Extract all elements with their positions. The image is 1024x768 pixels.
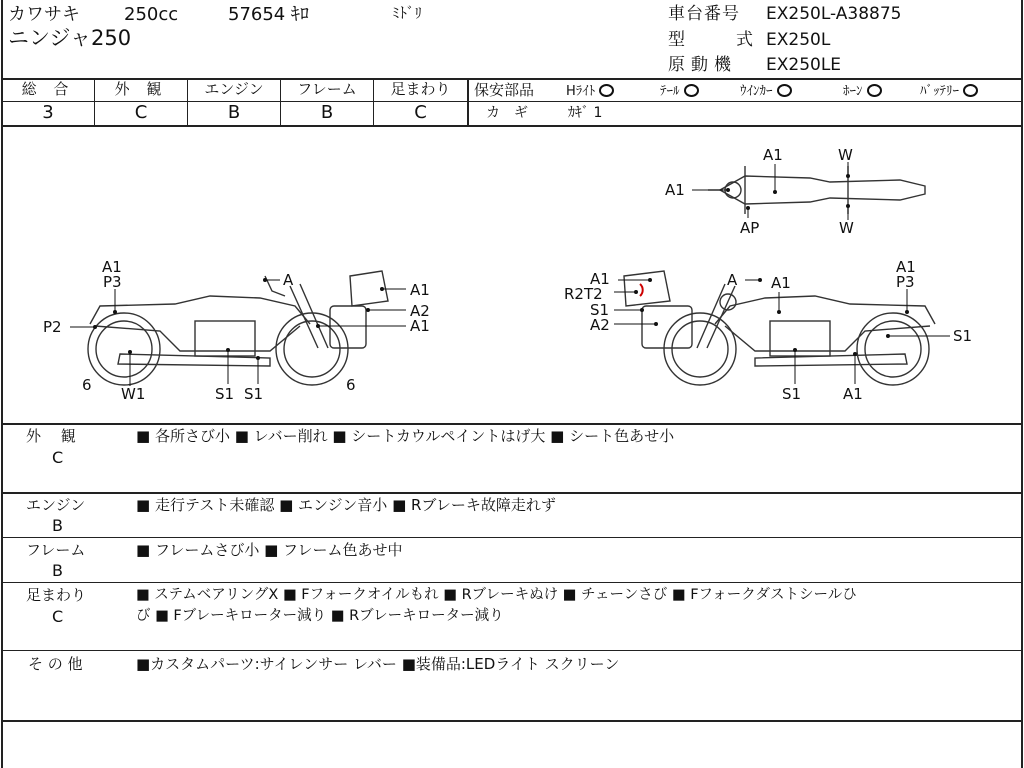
mark-top-a1-left: A1 bbox=[665, 181, 685, 199]
headlight-ok-icon bbox=[599, 84, 614, 97]
horn-ok-icon bbox=[867, 84, 882, 97]
safety-winker bbox=[740, 84, 792, 98]
winker-ok-icon bbox=[777, 84, 792, 97]
section-suspension-grade: C bbox=[52, 607, 64, 626]
engine-label: 原動機 bbox=[668, 55, 737, 75]
section-frame-grade: B bbox=[52, 561, 63, 580]
safety-taillight bbox=[660, 84, 699, 98]
overall-grade: 3 bbox=[42, 102, 54, 123]
safety-horn bbox=[843, 84, 882, 98]
leaders-left bbox=[70, 278, 406, 386]
section-engine-text: ■ 走行テスト未確認 ■ エンジン音小 ■ Rブレーキ故障走れず bbox=[136, 496, 556, 514]
suspension-grade-label: 足まわり bbox=[390, 80, 451, 98]
engine-grade-label: エンジン bbox=[204, 80, 264, 98]
safety-label: 保安部品 bbox=[474, 81, 535, 99]
mark-right-s1-rear: S1 bbox=[953, 327, 973, 345]
divider-sec-1 bbox=[1, 492, 1023, 494]
section-other-label: そ の 他 bbox=[28, 655, 83, 673]
key-value: ｶｷﾞ 1 bbox=[568, 105, 603, 121]
mark-left-a1: A1 bbox=[102, 258, 122, 276]
headlight-label: Hﾗｲﾄ bbox=[566, 84, 596, 99]
battery-ok-icon bbox=[963, 84, 978, 97]
section-other-text: ■カスタムパーツ:サイレンサー レバー ■装備品:LEDライト スクリーン bbox=[136, 655, 620, 673]
maker: カワサキ bbox=[8, 4, 80, 25]
section-suspension-label: 足まわり bbox=[26, 586, 87, 604]
divider-sec-2 bbox=[1, 537, 1023, 538]
taillight-label: ﾃｰﾙ bbox=[660, 84, 680, 99]
model-code: EX250L bbox=[766, 30, 831, 50]
section-exterior-grade: C bbox=[52, 448, 64, 467]
mark-top-a1: A1 bbox=[763, 146, 783, 164]
mark-left-p2: P2 bbox=[43, 318, 62, 336]
mark-right-a-mirror: A bbox=[727, 271, 738, 289]
section-frame-text: ■ フレームさび小 ■ フレーム色あせ中 bbox=[136, 541, 403, 559]
displacement: 250cc bbox=[124, 4, 179, 25]
divider-sec-5 bbox=[1, 720, 1023, 722]
frame-no: EX250L-A38875 bbox=[766, 4, 902, 24]
mark-right-a1-tail: A1 bbox=[896, 258, 916, 276]
mark-right-s1-engine: S1 bbox=[782, 385, 802, 403]
divider-safety-mid bbox=[468, 101, 1023, 102]
bike-top-view bbox=[708, 166, 925, 214]
section-frame-label: フレーム bbox=[26, 541, 86, 559]
mark-left-s1-b: S1 bbox=[244, 385, 264, 403]
leaders-right bbox=[614, 274, 950, 384]
section-exterior-text: ■ 各所さび小 ■ レバー削れ ■ シートカウルペイントはげ大 ■ シート色あせ小 bbox=[136, 427, 675, 445]
model-label-2: 式 bbox=[736, 30, 753, 50]
section-exterior-label: 外 観 bbox=[26, 427, 76, 445]
section-engine-label: エンジン bbox=[26, 496, 86, 514]
frame-no-label: 車台番号 bbox=[668, 4, 740, 24]
mark-left-a-mirror: A bbox=[283, 271, 294, 289]
mileage: 57654 ｷﾛ bbox=[228, 4, 309, 25]
horn-label: ﾎｰﾝ bbox=[843, 84, 863, 99]
mark-right-a1-bottom: A1 bbox=[843, 385, 863, 403]
divider-col-5 bbox=[467, 79, 469, 126]
exterior-label: 外 観 bbox=[114, 80, 168, 98]
mark-left-a2: A2 bbox=[410, 302, 430, 320]
frame-grade-label: フレーム bbox=[297, 80, 357, 98]
safety-headlight bbox=[566, 84, 614, 98]
overall-label: 総 合 bbox=[21, 80, 75, 98]
frame-grade: B bbox=[320, 102, 334, 123]
mark-left-6-front: 6 bbox=[346, 376, 356, 394]
mark-left-6-rear: 6 bbox=[82, 376, 92, 394]
battery-label: ﾊﾞｯﾃﾘｰ bbox=[920, 84, 959, 99]
divider-sec-3 bbox=[1, 582, 1023, 583]
section-suspension-text-cont: び ■ Fブレーキローター減り ■ Rブレーキローター減り bbox=[136, 608, 504, 624]
engine-grade: B bbox=[227, 102, 241, 123]
mark-top-ap: AP bbox=[740, 219, 760, 237]
suspension-grade: C bbox=[414, 102, 427, 123]
winker-label: ｳｲﾝｶｰ bbox=[740, 84, 773, 99]
section-engine-grade: B bbox=[52, 516, 63, 535]
model-label-1: 型 bbox=[668, 30, 685, 50]
leaders-top bbox=[692, 162, 850, 220]
mark-left-a1-screen: A1 bbox=[410, 281, 430, 299]
exterior-grade: C bbox=[134, 102, 148, 123]
mark-top-w2: W bbox=[839, 219, 854, 237]
mark-left-p3: P3 bbox=[103, 273, 122, 291]
mark-right-a1-tank: A1 bbox=[771, 274, 791, 292]
mark-left-a1-front: A1 bbox=[410, 317, 430, 335]
key-label: カ ギ bbox=[486, 105, 528, 121]
damage-diagram bbox=[0, 126, 1024, 426]
bike-left-view bbox=[88, 271, 388, 385]
section-suspension-text: ■ ステムベアリングX ■ Fフォークオイルもれ ■ Rブレーキぬけ ■ チェーンさび ■ Fフォークダストシールひ bbox=[136, 587, 857, 603]
mark-right-r2t2: R2T2 bbox=[564, 285, 603, 303]
safety-battery bbox=[920, 84, 978, 98]
mark-right-a2: A2 bbox=[590, 316, 610, 334]
mark-top-w: W bbox=[838, 146, 853, 164]
body-color: ﾐﾄﾞﾘ bbox=[392, 4, 423, 22]
divider-sec-4 bbox=[1, 650, 1023, 651]
mark-right-s1-front: S1 bbox=[590, 301, 610, 319]
mark-left-w1: W1 bbox=[121, 385, 146, 403]
mark-left-s1-a: S1 bbox=[215, 385, 235, 403]
model-name: ニンジャ250 bbox=[8, 26, 132, 50]
mark-right-a1-screen: A1 bbox=[590, 270, 610, 288]
mark-right-p3: P3 bbox=[896, 273, 915, 291]
taillight-ok-icon bbox=[684, 84, 699, 97]
engine-code: EX250LE bbox=[766, 55, 842, 75]
